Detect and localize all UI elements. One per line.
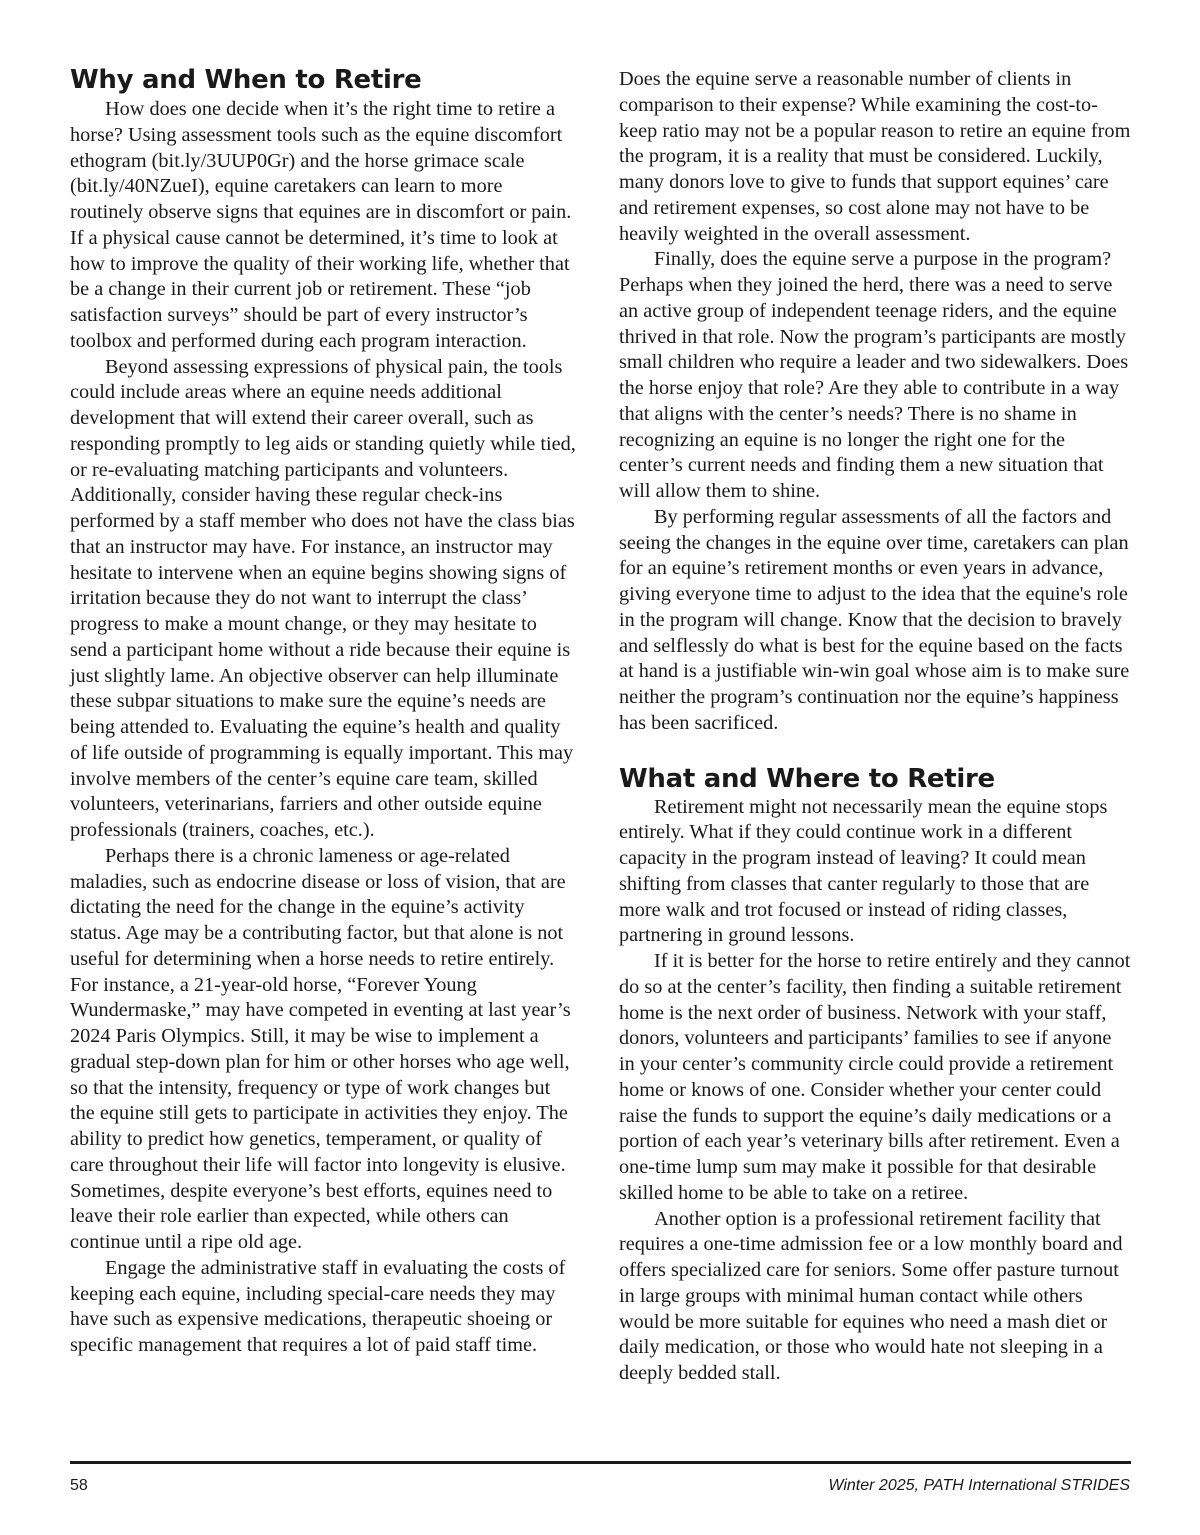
right-column [619,67,1131,1387]
page-number: 58 [70,1477,88,1494]
paragraph: How does one decide when it’s the right time to retire a horse? Using assessment tools such as the equine discomfort ethogram (bit.ly/3UUP0Gr) and the horse grimace scale (bit.ly/40NZueI), equine caretakers can learn to more routinely observe signs that equines are in discomfort or pain. If a physical cause cannot be determined, it’s time to look at how to improve the quality of their working life, whether that be a change in their current job or retirement. These “job satisfaction surveys” should be part of every instructor’s toolbox and performed during each program interaction. [70,98,572,352]
section-heading-why-when: Why and When to Retire [70,65,422,95]
paragraph: If it is better for the horse to retire entirely and they cannot do so at the center’s facility, then finding a suitable retirement home is the next order of business. Network with your staff, donors, volunteers and participants’ families to see if anyone in your center’s community circle could provide a retirement home or knows of one. Consider whether your center could raise the funds to support the equine’s daily medications or a portion of each year’s veterinary bills after retirement. Even a one-time lump sum may make it possible for that desirable skilled home to be able to take on a retiree. [619,950,1131,1204]
paragraph: Finally, does the equine serve a purpose in the program? Perhaps when they joined the herd, there was a need to serve an active group of independent teenage riders, and the equine thrived in that role. Now the program’s participants are mostly small children who require a leader and two sidewalkers. Does the horse enjoy that role? Are they able to contribute in a way that aligns with the center’s needs? There is no shame in recognizing an equine is no longer the right one for the center’s current needs and finding them a new situation that will allow them to shine. [619,248,1129,502]
footer-divider [70,1461,1131,1464]
paragraph: Engage the administrative staff in evaluating the costs of keeping each equine, including special-care needs they may have such as expensive medications, therapeutic shoeing or specific management that requires a lot of paid staff time. [70,1256,566,1356]
paragraph: Perhaps there is a chronic lameness or age-related maladies, such as endocrine disease or loss of vision, that are dictating the need for the change in the equine’s activity status. Age may be a contributing factor, but that alone is not useful for determining when a horse needs to retire entirely. For instance, a 21-year-old horse, “Forever Young Wundermaske,” may have competed in eventing at last year’s 2024 Paris Olympics. Still, it may be wise to implement a gradual step-down plan for him or other horses who age well, so that the intensity, frequency or type of work changes but the equine still gets to participate in activities they enjoy. The ability to predict how genetics, temperament, or quality of care throughout their life will factor into longevity is elusive. Sometimes, despite everyone’s best efforts, equines need to leave their role earlier than expected, while others can continue until a ripe old age. [70,844,571,1253]
left-column [70,64,578,1359]
section-heading-what-where: What and Where to Retire [619,763,995,794]
paragraph: Does the equine serve a reasonable number of clients in comparison to their expense? While examining the cost-to-keep ratio may not be a popular reason to retire an equine from the program, it is a reality that must be considered. Luckily, many donors love to give to funds that support equines’ care and retirement expenses, so cost alone may not have to be heavily weighted in the overall assessment. [619,68,1131,245]
paragraph: By performing regular assessments of all the factors and seeing the changes in the equine over time, caretakers can plan for an equine’s retirement months or even years in advance, giving everyone time to adjust to the idea that the equine's role in the program will change. Know that the decision to bravely and selflessly do what is best for the equine based on the facts at hand is a justifiable win-win goal whose aim is to make sure neither the program’s continuation nor the equine’s happiness has been sacrificed. [619,505,1130,734]
paragraph: Beyond assessing expressions of physical pain, the tools could include areas where an equine needs additional development that will extend their career overall, such as responding promptly to leg aids or standing quietly while tied, or re-evaluating matching participants and volunteers. Additionally, consider having these regular check-ins performed by a staff member who does not have the class bias that an instructor may have. For instance, an instructor may hesitate to intervene when an equine begins showing signs of irritation because they do not want to interrupt the class’ progress to make a mount change, or they may hesitate to send a participant home without a ride because their equine is just slightly lame. An objective observer can help illuminate these subpar situations to make sure the equine’s needs are being attended to. Evaluating the equine’s health and quality of life outside of programming is equally important. This may involve members of the center’s equine care team, skilled volunteers, veterinarians, farriers and other outside equine professionals (trainers, coaches, etc.). [70,355,576,841]
paragraph: Another option is a professional retirement facility that requires a one-time admission fee or a low monthly board and offers specialized care for seniors. Some offer pasture turnout in large groups with minimal human contact while others would be more suitable for equines who need a mash diet or daily medication, or those who would hate not sleeping in a deeply bedded stall. [619,1207,1123,1384]
paragraph: Retirement might not necessarily mean the equine stops entirely. What if they could continue work in a different capacity in the program instead of leaving? It could mean shifting from classes that canter regularly to those that are more walk and trot focused or instead of riding classes, partnering in ground lessons. [619,795,1108,947]
publication-title: Winter 2025, PATH International STRIDES [828,1477,1130,1494]
